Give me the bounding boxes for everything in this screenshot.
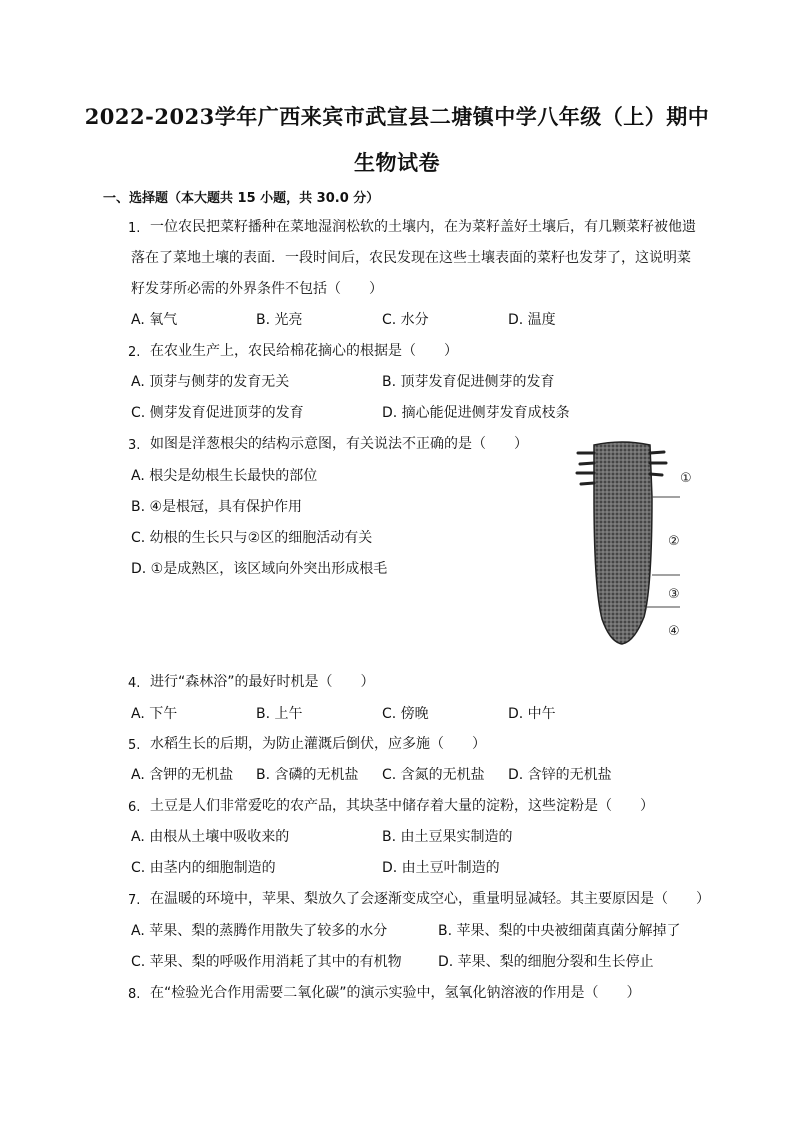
q6-option-d: D. 由土豆叶制造的 bbox=[382, 860, 500, 876]
q8-number: 8. bbox=[128, 987, 141, 1002]
q7-option-a: A. 苹果、梨的蒸腾作用散失了较多的水分 bbox=[131, 923, 388, 939]
q3-option-d: D. ①是成熟区，该区域向外突出形成根毛 bbox=[131, 561, 388, 577]
q8-text: 在“检验光合作用需要二氧化碳”的演示实验中，氢氧化钠溶液的作用是（ ） bbox=[150, 985, 641, 1001]
label-4: ④ bbox=[668, 624, 680, 639]
onion-root-tip-figure bbox=[572, 437, 690, 647]
root-hairs-left bbox=[577, 453, 594, 484]
q7-option-d: D. 苹果、梨的细胞分裂和生长停止 bbox=[438, 954, 654, 970]
root-body bbox=[594, 442, 652, 644]
q1-line3: 籽发芽所必需的外界条件不包括（ ） bbox=[131, 281, 383, 297]
q2-number: 2. bbox=[128, 345, 141, 360]
q3-text: 如图是洋葱根尖的结构示意图，有关说法不正确的是（ ） bbox=[150, 436, 528, 452]
page-title-line1: 2022-2023学年广西来宾市武宣县二塘镇中学八年级（上）期中 bbox=[84, 104, 710, 129]
q3-option-b: B. ④是根冠，具有保护作用 bbox=[131, 499, 303, 515]
q6-text: 土豆是人们非常爱吃的农产品，其块茎中储存着大量的淀粉，这些淀粉是（ ） bbox=[150, 798, 654, 814]
q3-option-a: A. 根尖是幼根生长最快的部位 bbox=[131, 468, 318, 484]
q5-option-b: B. 含磷的无机盐 bbox=[256, 767, 359, 783]
q6-option-c: C. 由茎内的细胞制造的 bbox=[131, 860, 276, 876]
q4-option-c: C. 傍晚 bbox=[382, 706, 429, 722]
q4-option-a: A. 下午 bbox=[131, 706, 178, 722]
q2-option-a: A. 顶芽与侧芽的发育无关 bbox=[131, 374, 290, 390]
q7-option-b: B. 苹果、梨的中央被细菌真菌分解掉了 bbox=[438, 923, 681, 939]
q4-option-b: B. 上午 bbox=[256, 706, 303, 722]
root-hairs-right bbox=[650, 452, 666, 475]
section-heading: 一、选择题（本大题共 15 小题，共 30.0 分） bbox=[103, 191, 380, 206]
q4-number: 4. bbox=[128, 676, 141, 691]
q5-option-d: D. 含锌的无机盐 bbox=[508, 767, 612, 783]
q5-option-a: A. 含钾的无机盐 bbox=[131, 767, 234, 783]
q6-option-a: A. 由根从土壤中吸收来的 bbox=[131, 829, 290, 845]
label-2: ② bbox=[668, 534, 680, 549]
label-3: ③ bbox=[668, 587, 680, 602]
q4-text: 进行“森林浴”的最好时机是（ ） bbox=[150, 674, 375, 690]
q1-option-a: A. 氧气 bbox=[131, 312, 178, 328]
q5-option-c: C. 含氮的无机盐 bbox=[382, 767, 485, 783]
q7-option-c: C. 苹果、梨的呼吸作用消耗了其中的有机物 bbox=[131, 954, 402, 970]
q2-option-b: B. 顶芽发育促进侧芽的发育 bbox=[382, 374, 555, 390]
q1-line2: 落在了菜地土壤的表面．一段时间后，农民发现在这些土壤表面的菜籽也发芽了，这说明菜 bbox=[131, 250, 691, 266]
q2-text: 在农业生产上，农民给棉花摘心的根据是（ ） bbox=[150, 343, 458, 359]
q4-option-d: D. 中午 bbox=[508, 706, 556, 722]
q1-option-c: C. 水分 bbox=[382, 312, 429, 328]
q1-option-d: D. 温度 bbox=[508, 312, 556, 328]
q7-number: 7. bbox=[128, 893, 141, 908]
q2-option-c: C. 侧芽发育促进顶芽的发育 bbox=[131, 405, 304, 421]
q6-option-b: B. 由土豆果实制造的 bbox=[382, 829, 513, 845]
q1-line1: 一位农民把菜籽播种在菜地湿润松软的土壤内，在为菜籽盖好土壤后，有几颗菜籽被他遗 bbox=[150, 219, 696, 235]
q7-text: 在温暖的环境中，苹果、梨放久了会逐渐变成空心，重量明显减轻。其主要原因是（ ） bbox=[150, 891, 710, 907]
q5-text: 水稻生长的后期，为防止灌溉后倒伏，应多施（ ） bbox=[150, 736, 486, 752]
q3-number: 3. bbox=[128, 438, 141, 453]
page-title-line2: 生物试卷 bbox=[354, 150, 440, 175]
q6-number: 6. bbox=[128, 800, 141, 815]
q1-number: 1. bbox=[128, 221, 141, 236]
label-1: ① bbox=[680, 471, 692, 486]
q5-number: 5. bbox=[128, 738, 141, 753]
q1-option-b: B. 光亮 bbox=[256, 312, 303, 328]
q2-option-d: D. 摘心能促进侧芽发育成枝条 bbox=[382, 405, 570, 421]
q3-option-c: C. 幼根的生长只与②区的细胞活动有关 bbox=[131, 530, 373, 546]
